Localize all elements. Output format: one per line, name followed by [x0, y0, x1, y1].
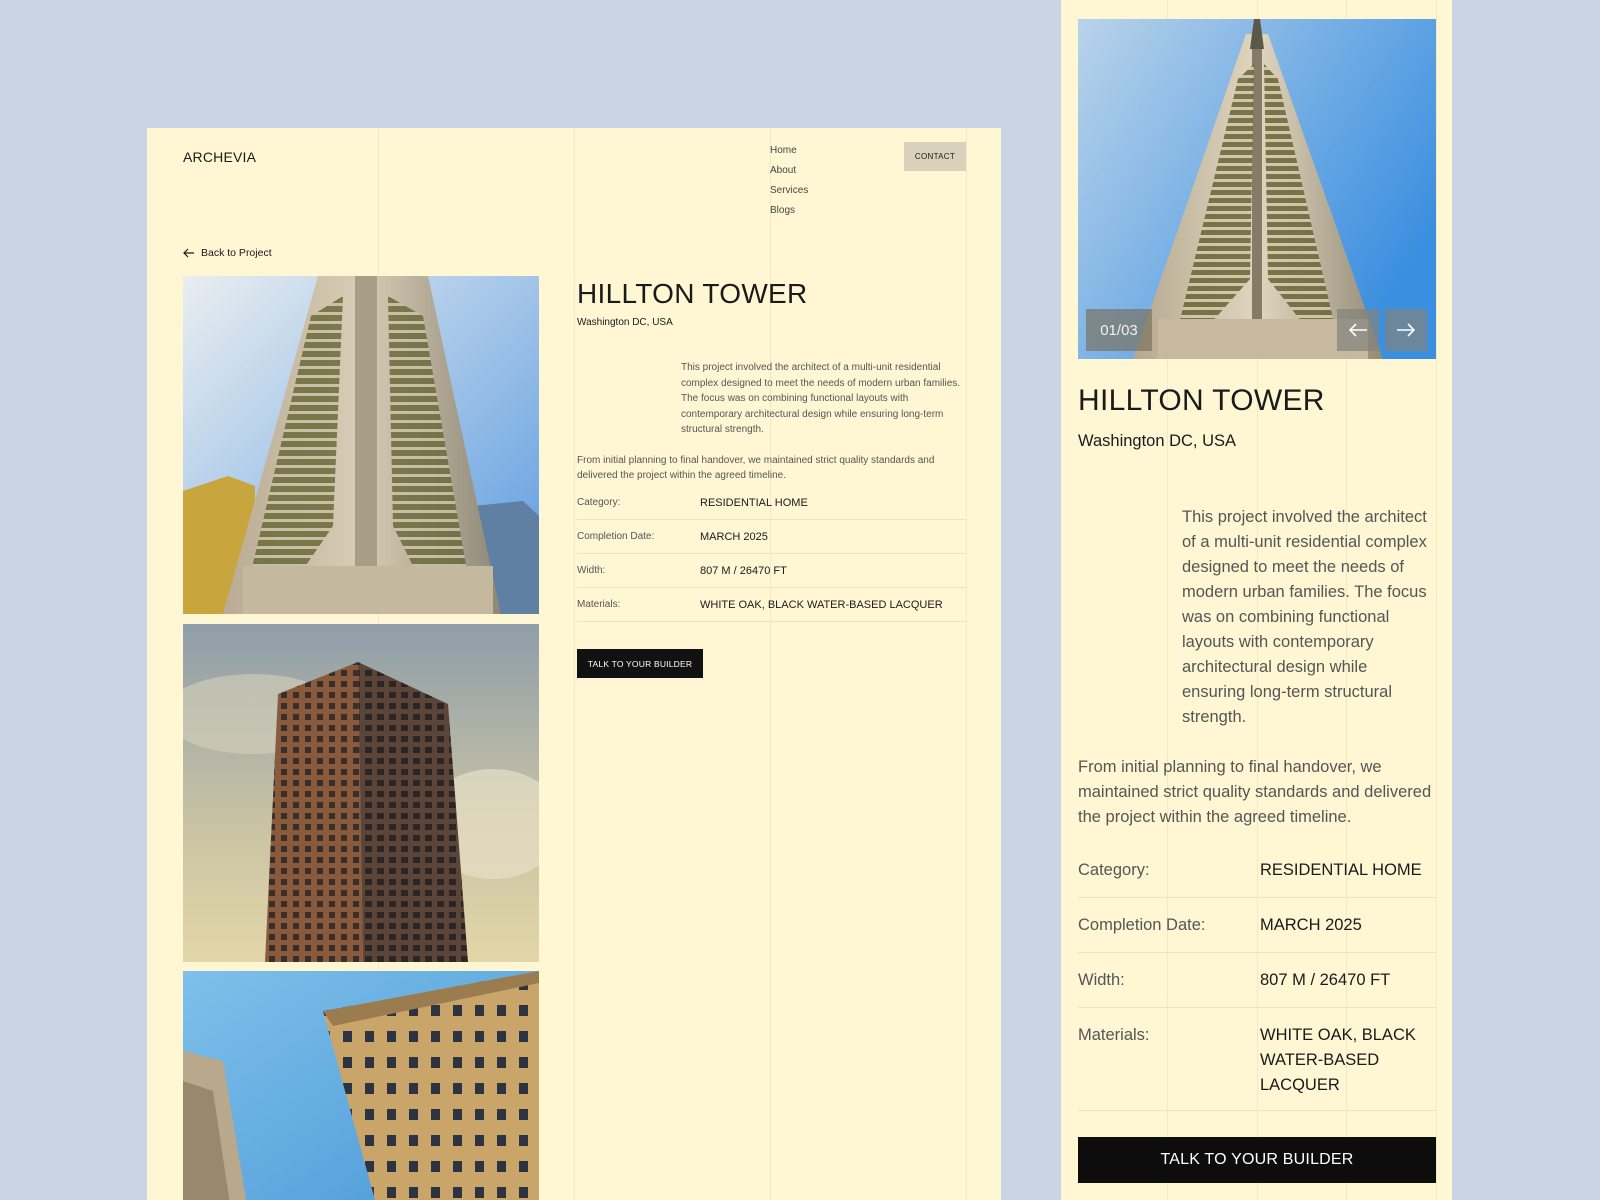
main-nav: [770, 144, 808, 224]
talk-to-builder-button[interactable]: TALK TO YOUR BUILDER: [577, 649, 703, 678]
description-paragraph: This project involved the architect of a multi-unit residential complex designed to meet the needs of modern urban families. The focus was on combining functional layouts with contemporary architectural design while ensuring long-term structural strength.: [1182, 508, 1427, 726]
arrow-left-icon: [183, 248, 195, 258]
project-location: Washington DC, USA: [1078, 432, 1237, 450]
spec-label: Category:: [577, 497, 621, 508]
nav-item-services[interactable]: Services: [770, 185, 809, 196]
nav-item-about[interactable]: About: [770, 165, 797, 176]
project-specs: [577, 486, 966, 622]
mobile-project-page: [1061, 0, 1452, 1200]
spec-label: Materials:: [1078, 1026, 1150, 1044]
spec-label: Width:: [1078, 971, 1125, 989]
slider-counter: 01/03: [1086, 309, 1152, 351]
spec-row-materials: [577, 588, 966, 622]
spec-value: RESIDENTIAL HOME: [700, 496, 808, 509]
description-paragraph: From initial planning to final handover, we maintained strict quality standards and delivered the project within the agreed timeline.: [1078, 758, 1432, 826]
spec-row-width: [1078, 953, 1436, 1008]
spec-value: MARCH 2025: [1260, 916, 1362, 934]
project-image-slider[interactable]: [1078, 19, 1436, 359]
logo[interactable]: ARCHEVIA: [183, 149, 257, 165]
project-photo-brick-tower: [183, 624, 539, 962]
spec-label: Completion Date:: [577, 531, 655, 542]
arrow-right-icon: [1396, 322, 1416, 338]
contact-button[interactable]: CONTACT: [904, 142, 966, 171]
back-to-project-link[interactable]: [183, 247, 272, 259]
project-specs: [1078, 843, 1436, 1111]
spec-row-width: [577, 554, 966, 588]
spec-row-materials: [1078, 1008, 1436, 1111]
spec-label: Materials:: [577, 599, 621, 610]
nav-item-blogs[interactable]: Blogs: [770, 205, 796, 216]
talk-to-builder-button[interactable]: TALK TO YOUR BUILDER: [1078, 1137, 1436, 1183]
arrow-left-icon: [1348, 322, 1368, 338]
spec-label: Width:: [577, 565, 606, 576]
slider-prev-button[interactable]: [1337, 309, 1379, 351]
project-location: Washington DC, USA: [577, 317, 673, 328]
spec-label: Category:: [1078, 861, 1150, 879]
spec-value: 807 M / 26470 FT: [700, 564, 787, 577]
project-title: HILLTON TOWER: [577, 278, 808, 309]
slider-next-button[interactable]: [1385, 309, 1427, 351]
spec-row-completion-date: [1078, 898, 1436, 953]
project-photo-tower: [183, 276, 539, 614]
project-description: [577, 360, 961, 484]
spec-value: MARCH 2025: [700, 530, 768, 543]
desktop-project-page: [147, 128, 1001, 1200]
description-paragraph: This project involved the architect of a multi-unit residential complex designed to meet the needs of modern urban families. The focus was on combining functional layouts with contemporary architectural design while ensuring long-term structural strength.: [681, 362, 961, 435]
spec-value: RESIDENTIAL HOME: [1260, 861, 1422, 879]
project-photo-looking-up: [183, 971, 539, 1200]
spec-value: WHITE OAK, BLACK WATER-BASED LACQUER: [700, 598, 943, 611]
spec-row-category: [577, 486, 966, 520]
spec-row-completion-date: [577, 520, 966, 554]
slider-image: [1078, 19, 1436, 359]
spec-value: 807 M / 26470 FT: [1260, 971, 1391, 989]
description-paragraph: From initial planning to final handover, we maintained strict quality standards and delivered the project within the agreed timeline.: [577, 454, 935, 481]
nav-item-home[interactable]: Home: [770, 145, 797, 156]
spec-value: WHITE OAK, BLACK WATER-BASED LACQUER: [1260, 1026, 1416, 1094]
project-description: [1078, 505, 1434, 830]
back-label: Back to Project: [201, 247, 272, 259]
project-title: HILLTON TOWER: [1078, 384, 1325, 417]
spec-row-category: [1078, 843, 1436, 898]
spec-label: Completion Date:: [1078, 916, 1206, 934]
